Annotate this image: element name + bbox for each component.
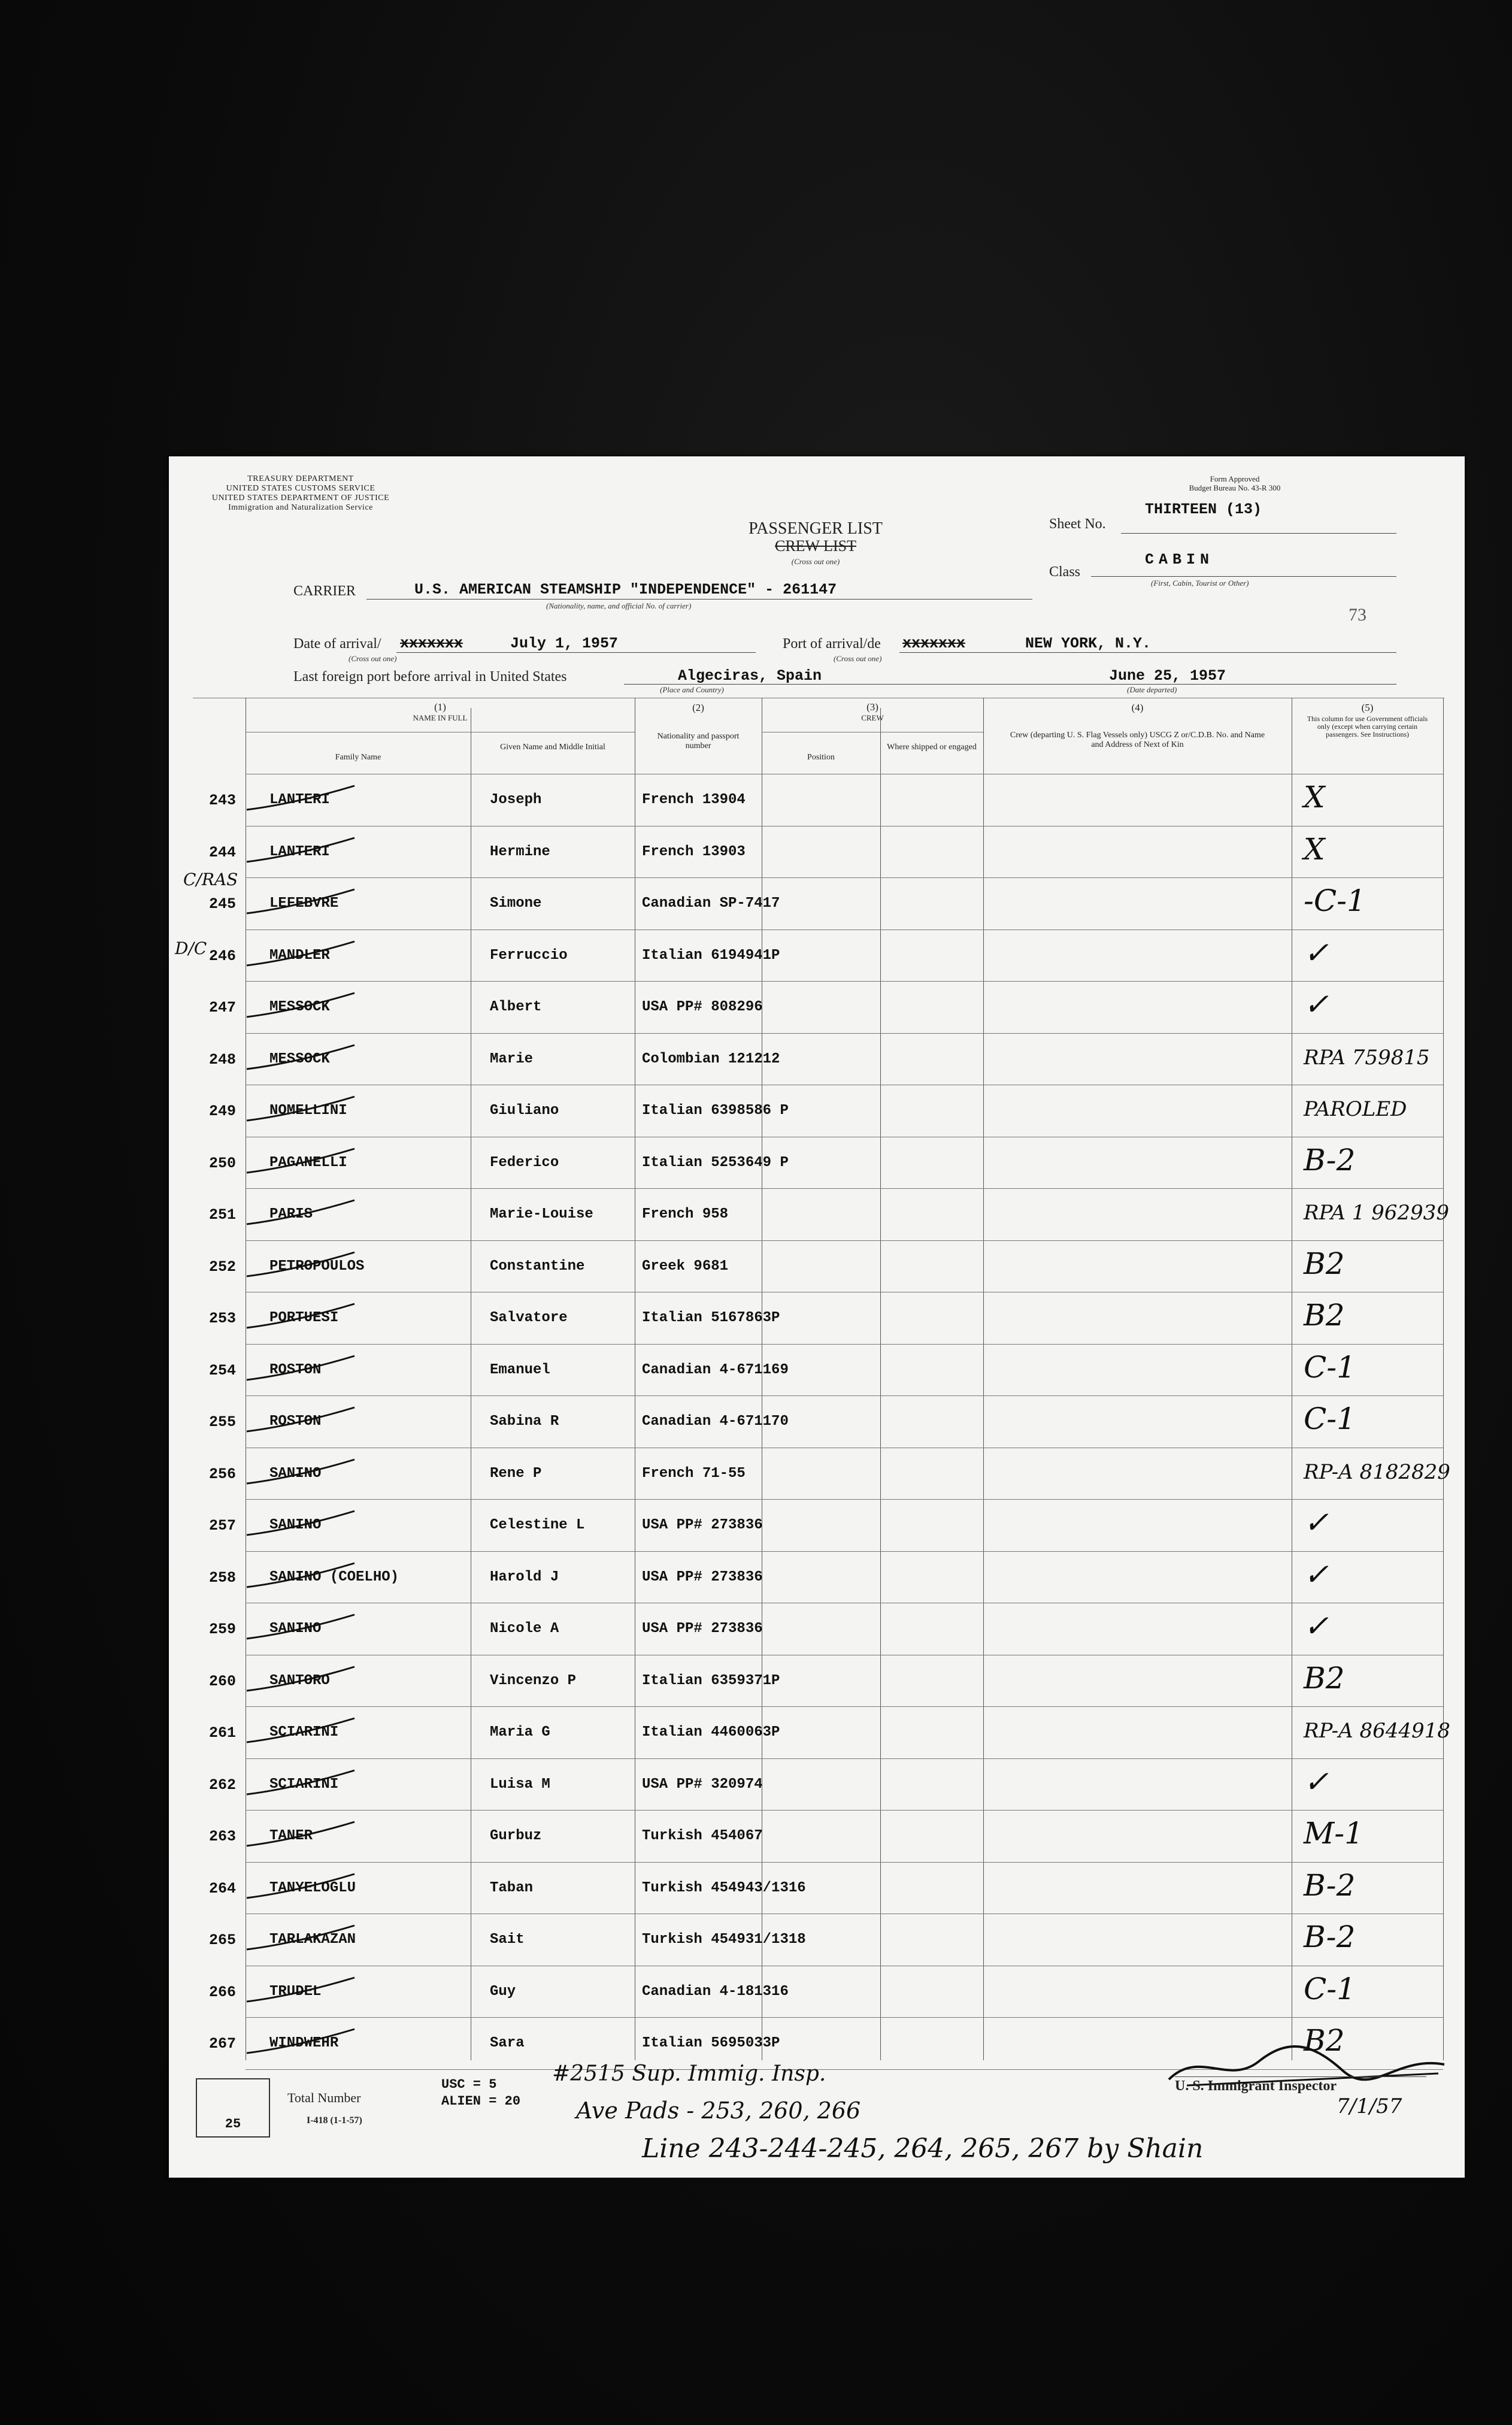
family-name: TANER xyxy=(269,1828,313,1844)
hand-note-2: Ave Pads - 253, 260, 266 xyxy=(576,2097,861,2124)
row-rule xyxy=(246,877,1443,878)
nationality-passport: Italian 5253649 P xyxy=(642,1154,789,1171)
row-number: 258 xyxy=(208,1569,236,1587)
row-number: 247 xyxy=(208,999,236,1016)
nationality-passport: USA PP# 273836 xyxy=(642,1621,763,1637)
sheet-label: Sheet No. xyxy=(1049,516,1106,532)
given-name: Celestine L xyxy=(490,1517,585,1533)
family-name: MESSOCK xyxy=(269,999,330,1015)
departed-value: June 25, 1957 xyxy=(1109,667,1226,685)
official-mark: B2 xyxy=(1304,1660,1345,1696)
row-number: 259 xyxy=(208,1621,236,1638)
row-number: 251 xyxy=(208,1206,236,1224)
check-stroke xyxy=(241,1661,360,1697)
col5-number: (5) xyxy=(1361,702,1374,713)
nationality-passport: USA PP# 320974 xyxy=(642,1776,763,1793)
nationality-passport: Italian 5695033P xyxy=(642,2035,780,2051)
given-name: Giuliano xyxy=(490,1103,559,1119)
margin-note-246: D/C xyxy=(175,938,207,958)
family-name: TANYELOGLU xyxy=(269,1879,356,1896)
date-arrival-label: Date of arrival/ xyxy=(293,636,381,652)
row-rule xyxy=(246,1395,1443,1396)
row-rule xyxy=(246,1758,1443,1759)
margin-note-245: C/RAS xyxy=(183,870,238,889)
port-value: NEW YORK, N.Y. xyxy=(1025,635,1152,652)
official-mark: C-1 xyxy=(1304,1401,1356,1436)
row-number: 245 xyxy=(208,895,236,913)
official-mark: B2 xyxy=(1304,1298,1345,1333)
family-name: SANINO (COELHO) xyxy=(269,1569,399,1585)
official-mark: PAROLED xyxy=(1304,1097,1407,1121)
check-stroke xyxy=(241,1039,360,1075)
family-name: SANTORO xyxy=(269,1672,330,1689)
row-number: 254 xyxy=(208,1361,236,1379)
check-stroke xyxy=(241,1712,360,1748)
agency-line: TREASURY DEPARTMENT xyxy=(247,474,354,483)
row-rule xyxy=(246,1188,1443,1189)
nationality-passport: Canadian 4-671169 xyxy=(642,1361,789,1378)
official-mark: B2 xyxy=(1304,2023,1345,2058)
check-stroke xyxy=(241,1972,360,2008)
class-value: CABIN xyxy=(1145,551,1214,568)
family-name: ROSTON xyxy=(269,1361,322,1378)
family-name: SANINO xyxy=(269,1621,322,1637)
col2-number: (2) xyxy=(692,702,704,713)
official-mark: ✓ xyxy=(1304,1609,1329,1643)
total-number-box xyxy=(196,2078,270,2138)
date-cross-hint: (Cross out one) xyxy=(349,654,397,663)
family-name: WINDWEHR xyxy=(269,2035,339,2051)
family-name: LANTERI xyxy=(269,843,330,860)
official-mark: ✓ xyxy=(1304,987,1329,1022)
check-stroke xyxy=(241,1609,360,1645)
inspector-label: U. S. Immigrant Inspector xyxy=(1175,2078,1337,2094)
given-name: Sabina R xyxy=(490,1413,559,1430)
check-stroke xyxy=(241,1246,360,1282)
hand-note-1: #2515 Sup. Immig. Insp. xyxy=(552,2061,826,2086)
row-rule xyxy=(246,2017,1443,2018)
official-mark: B-2 xyxy=(1304,1920,1356,1954)
official-mark: X xyxy=(1304,831,1325,867)
official-mark: C-1 xyxy=(1304,1349,1356,1385)
nationality-passport: French 13903 xyxy=(642,843,746,860)
row-number: 252 xyxy=(208,1258,236,1276)
check-stroke xyxy=(241,780,360,816)
nationality-passport: USA PP# 273836 xyxy=(642,1517,763,1533)
given-name: Marie xyxy=(490,1050,534,1067)
passenger-list-form xyxy=(169,456,1465,2178)
family-name: TARLAKAZAN xyxy=(269,1931,356,1948)
check-stroke xyxy=(241,1868,360,1904)
family-name: MESSOCK xyxy=(269,1050,330,1067)
form-approved-text: Form Approved xyxy=(1210,474,1260,483)
row-number: 253 xyxy=(208,1310,236,1327)
nationality-passport: Canadian SP-7417 xyxy=(642,895,780,912)
check-stroke xyxy=(241,1816,360,1852)
official-mark: C-1 xyxy=(1304,1971,1356,2006)
nationality-passport: USA PP# 273836 xyxy=(642,1569,763,1585)
check-stroke xyxy=(241,1920,360,1955)
check-stroke xyxy=(241,936,360,971)
col4-title: Crew (departing U. S. Flag Vessels only) USCG Z or/C.D.B. No. and Name and Address of Next of Kin xyxy=(1010,731,1265,749)
official-mark: B-2 xyxy=(1304,1142,1356,1177)
date-arrival-crossed: xxxxxxx xyxy=(400,635,463,652)
nationality-passport: Canadian 4-671170 xyxy=(642,1413,789,1430)
port-label: Port of arrival/de xyxy=(783,636,881,652)
row-rule xyxy=(246,1499,1443,1500)
row-number: 243 xyxy=(208,792,236,809)
row-number: 265 xyxy=(208,1931,236,1949)
family-name: TRUDEL xyxy=(269,1983,322,2000)
given-name: Salvatore xyxy=(490,1310,568,1326)
nationality-passport: French 958 xyxy=(642,1206,729,1222)
family-name: NOMELLINI xyxy=(269,1103,347,1119)
col4-number: (4) xyxy=(1131,702,1144,713)
row-number: 263 xyxy=(208,1828,236,1845)
check-stroke xyxy=(241,1557,360,1593)
family-name: MANDLER xyxy=(269,947,330,964)
date-arrival-value: July 1, 1957 xyxy=(510,635,619,652)
col3-number: (3) xyxy=(866,701,878,713)
col5-title: This column for use Government officials only (except when carrying certain passengers. See Instructions) xyxy=(1307,715,1428,738)
row-number: 257 xyxy=(208,1517,236,1534)
row-rule xyxy=(246,1344,1443,1345)
official-mark: RP-A 8182829 xyxy=(1304,1460,1450,1484)
last-port-value: Algeciras, Spain xyxy=(678,667,822,685)
check-stroke xyxy=(241,987,360,1023)
row-rule xyxy=(246,1033,1443,1034)
nationality-passport: Italian 6359371P xyxy=(642,1672,780,1689)
agency-line: UNITED STATES DEPARTMENT OF JUSTICE xyxy=(211,494,390,502)
last-port-label: Last foreign port before arrival in United States xyxy=(293,669,567,685)
given-name: Sara xyxy=(490,2035,525,2051)
family-name: ROSTON xyxy=(269,1413,322,1430)
check-stroke xyxy=(241,832,360,868)
check-stroke xyxy=(241,1091,360,1127)
nationality-passport: Italian 6194941P xyxy=(642,947,780,964)
inspector-date: 7/1/57 xyxy=(1337,2094,1402,2118)
given-name: Harold J xyxy=(490,1569,559,1585)
list-subtitle-crossed: CREW LIST xyxy=(774,537,857,555)
budget-bureau-text: Budget Bureau No. 43-R 300 xyxy=(1189,483,1281,492)
given-name: Ferruccio xyxy=(490,947,568,964)
family-name: SCIARINI xyxy=(269,1724,339,1740)
official-mark: -C-1 xyxy=(1304,883,1366,918)
row-rule xyxy=(246,1706,1443,1707)
official-mark: B-2 xyxy=(1304,1867,1356,1903)
family-name: PORTUESI xyxy=(269,1310,339,1326)
agency-line: UNITED STATES CUSTOMS SERVICE xyxy=(226,484,375,493)
row-number: 261 xyxy=(208,1724,236,1742)
row-number: 248 xyxy=(208,1050,236,1068)
row-number: 255 xyxy=(208,1413,236,1431)
official-mark: ✓ xyxy=(1304,1557,1329,1592)
nationality-passport: Italian 4460063P xyxy=(642,1724,780,1740)
nationality-passport: Greek 9681 xyxy=(642,1258,729,1274)
given-name: Maria G xyxy=(490,1724,550,1740)
row-number: 260 xyxy=(208,1672,236,1690)
family-name: SANINO xyxy=(269,1517,322,1533)
official-mark: RP-A 8644918 xyxy=(1304,1719,1450,1743)
last-port-hint: (Place and Country) xyxy=(660,685,724,694)
family-name: PETROPOULOS xyxy=(269,1258,365,1274)
nationality-passport: Colombian 121212 xyxy=(642,1050,780,1067)
nationality-passport: French 71-55 xyxy=(642,1465,746,1482)
col1a-heading: Family Name xyxy=(335,753,381,762)
alien-count: ALIEN = 20 xyxy=(441,2094,521,2109)
col1-number: (1) xyxy=(434,701,446,713)
col2-title: Nationality and passport number xyxy=(657,732,740,750)
family-name: SANINO xyxy=(269,1465,322,1482)
given-name: Albert xyxy=(490,999,542,1015)
check-stroke xyxy=(241,1401,360,1437)
given-name: Nicole A xyxy=(490,1621,559,1637)
form-code: I-418 (1-1-57) xyxy=(307,2115,362,2126)
given-name: Guy xyxy=(490,1983,516,2000)
row-number: 249 xyxy=(208,1103,236,1120)
class-label: Class xyxy=(1049,564,1081,580)
col1b-heading: Given Name and Middle Initial xyxy=(500,743,605,752)
official-mark: RPA 1 962939 xyxy=(1304,1201,1449,1225)
given-name: Luisa M xyxy=(490,1776,550,1793)
nationality-passport: Turkish 454931/1318 xyxy=(642,1931,806,1948)
given-name: Marie-Louise xyxy=(490,1206,593,1222)
given-name: Sait xyxy=(490,1931,525,1948)
check-stroke xyxy=(241,1298,360,1334)
passenger-rows xyxy=(169,456,1465,2178)
total-number-label: Total Number xyxy=(287,2090,361,2105)
col3-title: CREW xyxy=(861,713,884,722)
nationality-passport: USA PP# 808296 xyxy=(642,999,763,1015)
official-mark: M-1 xyxy=(1304,1816,1363,1851)
page-number: 73 xyxy=(1349,605,1366,625)
given-name: Taban xyxy=(490,1879,534,1896)
given-name: Rene P xyxy=(490,1465,542,1482)
departed-hint: (Date departed) xyxy=(1127,685,1177,694)
row-rule xyxy=(246,826,1443,827)
official-mark: B2 xyxy=(1304,1246,1345,1281)
official-mark: ✓ xyxy=(1304,1505,1329,1540)
col3b-heading: Where shipped or engaged xyxy=(887,743,977,752)
check-stroke xyxy=(241,1350,360,1386)
row-rule xyxy=(246,981,1443,982)
hand-note-3: Line 243-244-245, 264, 265, 267 by Shain xyxy=(642,2133,1204,2164)
family-name: LANTERI xyxy=(269,792,330,808)
official-mark: X xyxy=(1304,780,1325,815)
family-name: LEFEBVRE xyxy=(269,895,339,912)
nationality-passport: Turkish 454943/1316 xyxy=(642,1879,806,1896)
official-mark: ✓ xyxy=(1304,935,1329,970)
class-hint: (First, Cabin, Tourist or Other) xyxy=(1151,579,1249,588)
given-name: Gurbuz xyxy=(490,1828,542,1844)
given-name: Hermine xyxy=(490,843,550,860)
check-stroke xyxy=(241,1143,360,1179)
given-name: Emanuel xyxy=(490,1361,550,1378)
list-title: PASSENGER LIST xyxy=(749,519,883,538)
check-stroke xyxy=(241,1764,360,1800)
nationality-passport: Turkish 454067 xyxy=(642,1828,763,1844)
usc-count: USC = 5 xyxy=(441,2077,497,2092)
row-number: 244 xyxy=(208,843,236,861)
col1-title: NAME IN FULL xyxy=(413,713,468,722)
nationality-passport: Italian 5167863P xyxy=(642,1310,780,1326)
family-name: PARIS xyxy=(269,1206,313,1222)
official-mark: RPA 759815 xyxy=(1304,1045,1430,1070)
row-number: 266 xyxy=(208,1983,236,2001)
agency-line: Immigration and Naturalization Service xyxy=(228,503,373,512)
official-mark: ✓ xyxy=(1304,1764,1329,1799)
given-name: Vincenzo P xyxy=(490,1672,577,1689)
row-number: 246 xyxy=(208,947,236,965)
row-number: 262 xyxy=(208,1776,236,1794)
row-number: 250 xyxy=(208,1154,236,1172)
carrier-label: CARRIER xyxy=(293,583,356,599)
nationality-passport: Canadian 4-181316 xyxy=(642,1983,789,2000)
row-rule xyxy=(246,1551,1443,1552)
sheet-value: THIRTEEN (13) xyxy=(1145,501,1262,518)
check-stroke xyxy=(241,1194,360,1230)
row-rule xyxy=(246,1240,1443,1241)
row-number: 267 xyxy=(208,2035,236,2052)
row-number: 264 xyxy=(208,1879,236,1897)
port-crossed: xxxxxxx xyxy=(902,635,966,652)
row-number: 256 xyxy=(208,1465,236,1483)
col3a-heading: Position xyxy=(807,753,835,762)
given-name: Joseph xyxy=(490,792,542,808)
given-name: Federico xyxy=(490,1154,559,1171)
total-number-value: 25 xyxy=(225,2117,241,2132)
family-name: PAGANELLI xyxy=(269,1154,347,1171)
family-name: SCIARINI xyxy=(269,1776,339,1793)
cross-out-hint: (Cross out one) xyxy=(791,557,840,566)
check-stroke xyxy=(241,1505,360,1541)
row-rule xyxy=(246,1810,1443,1811)
row-rule xyxy=(246,1862,1443,1863)
port-cross-hint: (Cross out one) xyxy=(834,654,882,663)
nationality-passport: Italian 6398586 P xyxy=(642,1103,789,1119)
nationality-passport: French 13904 xyxy=(642,792,746,808)
check-stroke xyxy=(241,883,360,919)
check-stroke xyxy=(241,2023,360,2059)
given-name: Simone xyxy=(490,895,542,912)
carrier-hint: (Nationality, name, and official No. of carrier) xyxy=(546,601,692,610)
check-stroke xyxy=(241,1454,360,1489)
given-name: Constantine xyxy=(490,1258,585,1274)
carrier-value: U.S. AMERICAN STEAMSHIP "INDEPENDENCE" - 261147 xyxy=(414,581,837,598)
